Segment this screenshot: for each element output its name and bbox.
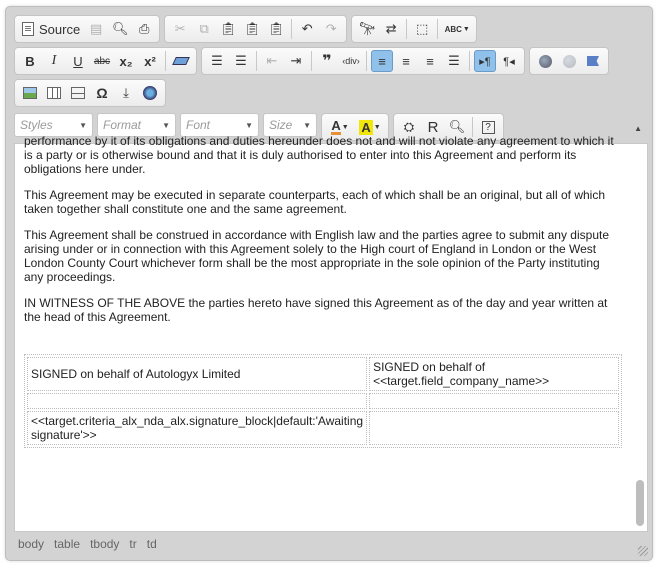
save-button[interactable] xyxy=(85,18,107,40)
redo-button[interactable] xyxy=(320,18,342,40)
size-dropdown-label: Size xyxy=(269,118,293,132)
chevron-down-icon: ▼ xyxy=(162,120,170,130)
rich-text-editor xyxy=(5,6,653,561)
source-icon xyxy=(22,22,34,36)
element-path-bar xyxy=(18,537,157,551)
paste-text-button[interactable] xyxy=(241,18,263,40)
preview-template-icon: 🔍︎ xyxy=(448,119,466,134)
select-all-icon: ⬚ xyxy=(416,21,429,36)
toolbar-row-3 xyxy=(14,79,170,107)
align-center-button[interactable] xyxy=(395,50,417,72)
paste-button[interactable] xyxy=(217,18,239,40)
separator xyxy=(165,51,166,71)
blockquote-icon: ❞ xyxy=(322,53,332,70)
path-item-body[interactable]: body xyxy=(18,537,45,551)
font-dropdown-label: Font xyxy=(186,118,211,132)
table-cell[interactable] xyxy=(369,411,619,445)
page-break-button[interactable] xyxy=(115,82,137,104)
paste-text-icon: 📋︎ xyxy=(243,21,261,36)
italic-icon: I xyxy=(51,53,57,68)
paste-icon: 📋︎ xyxy=(219,21,237,36)
editor-content-area[interactable] xyxy=(14,134,648,532)
table-cell[interactable] xyxy=(27,393,367,409)
strike-icon: abc xyxy=(93,55,111,67)
table-row xyxy=(27,411,619,445)
preview-button[interactable] xyxy=(109,18,131,40)
table-cell[interactable] xyxy=(369,393,619,409)
separator xyxy=(437,19,438,39)
editing-group xyxy=(351,15,477,43)
print-icon: ⎙ xyxy=(139,21,150,36)
align-left-button[interactable] xyxy=(371,50,393,72)
undo-button[interactable] xyxy=(296,18,318,40)
bg-color-icon: A xyxy=(361,119,371,135)
justify-icon: ☰ xyxy=(448,53,460,68)
bold-icon: B xyxy=(25,53,35,69)
vertical-scrollbar[interactable] xyxy=(635,144,645,531)
subscript-icon: x₂ xyxy=(119,53,133,69)
chevron-down-icon: ▼ xyxy=(79,120,87,130)
document-body xyxy=(24,134,622,448)
spellcheck-button[interactable] xyxy=(442,18,472,40)
bold-button[interactable] xyxy=(19,50,41,72)
table-button[interactable] xyxy=(43,82,65,104)
link-button[interactable] xyxy=(534,50,556,72)
remove-format-icon xyxy=(172,57,190,65)
styles-dropdown-label: Styles xyxy=(20,118,53,132)
copy-icon: ⧉ xyxy=(199,21,209,36)
separator xyxy=(366,51,367,71)
cut-icon: ✂ xyxy=(174,21,186,36)
toolbar-row-2 xyxy=(14,47,613,75)
outdent-button[interactable] xyxy=(261,50,283,72)
chevron-down-icon: ▼ xyxy=(462,25,470,33)
table-icon xyxy=(47,87,61,99)
align-center-icon: ≡ xyxy=(402,53,410,69)
copy-button[interactable] xyxy=(193,18,215,40)
numbered-list-button[interactable] xyxy=(206,50,228,72)
separator xyxy=(311,51,312,71)
chevron-down-icon: ▼ xyxy=(341,123,349,131)
outdent-icon: ⇤ xyxy=(266,53,278,68)
path-item-table[interactable]: table xyxy=(54,537,81,551)
scroll-up-icon[interactable]: ▲ xyxy=(634,124,642,133)
rtl-button[interactable] xyxy=(498,50,520,72)
preview-icon: 🔍︎ xyxy=(111,21,129,36)
separator xyxy=(291,19,292,39)
align-right-icon: ≡ xyxy=(426,53,434,69)
separator xyxy=(406,19,407,39)
clipboard-group xyxy=(164,15,347,43)
iframe-button[interactable] xyxy=(139,82,161,104)
table-row xyxy=(27,357,619,391)
format-dropdown-label: Format xyxy=(103,118,142,132)
image-icon xyxy=(23,87,37,99)
signature-table xyxy=(24,354,622,448)
paragraph: This Agreement shall be construed in accordance with English law and the parties agree to submit any dispute arising under or in connection with this Agreement solely to the High court of England in London or the West London County Court whichever form shall be the most appropriate in the sole opinion of the Party instituting any proceedings. xyxy=(24,228,609,284)
redo-icon: ↷ xyxy=(325,21,337,36)
scrollbar-thumb[interactable] xyxy=(636,480,644,526)
numbered-list-icon: ☰ xyxy=(211,53,223,68)
iframe-icon xyxy=(143,86,157,100)
chevron-down-icon: ▼ xyxy=(373,123,381,131)
anchor-icon xyxy=(587,56,599,66)
unlink-button[interactable] xyxy=(558,50,580,72)
document-group xyxy=(14,15,160,43)
horizontal-rule-icon xyxy=(71,87,85,99)
find-icon: 🔭︎ xyxy=(358,21,376,36)
image-button[interactable] xyxy=(19,82,41,104)
text-color-icon: A xyxy=(331,117,341,133)
ltr-icon: ▸¶ xyxy=(479,55,491,68)
separator xyxy=(256,51,257,71)
spellcheck-icon: ABC xyxy=(444,24,462,34)
justify-button[interactable] xyxy=(443,50,465,72)
undo-icon: ↶ xyxy=(301,21,313,36)
page-break-icon: ⤓ xyxy=(123,85,129,100)
horizontal-rule-button[interactable] xyxy=(67,82,89,104)
div-button[interactable] xyxy=(340,50,362,72)
cut-button[interactable] xyxy=(169,18,191,40)
table-cell[interactable]: SIGNED on behalf of <<target.field_company_name>> xyxy=(369,357,619,391)
paragraph: IN WITNESS OF THE ABOVE the parties hereto have signed this Agreement as of the day and year written at the head of this Agreement. xyxy=(24,296,608,324)
bulleted-list-icon: ☰ xyxy=(235,53,247,68)
replace-icon: ⇄ xyxy=(385,21,397,36)
italic-button[interactable] xyxy=(43,50,65,72)
superscript-icon: x² xyxy=(144,53,156,69)
show-blocks-icon: R xyxy=(427,118,439,136)
blockquote-button[interactable] xyxy=(316,50,338,72)
subscript-button[interactable] xyxy=(115,50,137,72)
bulleted-list-button[interactable] xyxy=(230,50,252,72)
chevron-down-icon: ▼ xyxy=(245,120,253,130)
links-group xyxy=(529,47,609,75)
align-left-icon: ≡ xyxy=(378,53,386,69)
remove-format-button[interactable] xyxy=(170,50,192,72)
ltr-button[interactable] xyxy=(474,50,496,72)
find-button[interactable] xyxy=(356,18,378,40)
toolbar-row-1 xyxy=(14,15,481,43)
path-item-tr[interactable]: tr xyxy=(129,537,137,551)
basic-styles-group xyxy=(14,47,197,75)
special-char-button[interactable] xyxy=(91,82,113,104)
underline-button[interactable] xyxy=(67,50,89,72)
paragraph: This Agreement may be executed in separate counterparts, each of which shall be an original, but all of which taken together shall constitute one and the same agreement. xyxy=(24,188,605,216)
rtl-icon: ¶◂ xyxy=(503,55,515,68)
underline-icon: U xyxy=(73,53,83,69)
select-all-button[interactable] xyxy=(411,18,433,40)
separator xyxy=(469,51,470,71)
superscript-button[interactable] xyxy=(139,50,161,72)
link-icon xyxy=(539,55,552,68)
paste-word-button[interactable] xyxy=(265,18,287,40)
replace-button[interactable] xyxy=(380,18,402,40)
resize-handle[interactable] xyxy=(638,546,648,556)
align-right-button[interactable] xyxy=(419,50,441,72)
print-button[interactable] xyxy=(133,18,155,40)
special-char-icon: Ω xyxy=(96,85,108,101)
source-label: Source xyxy=(39,21,81,37)
table-row xyxy=(27,393,619,409)
chevron-down-icon: ▼ xyxy=(303,120,311,130)
editor-toolbar xyxy=(14,15,646,147)
path-item-tbody[interactable]: tbody xyxy=(90,537,120,551)
paragraph: performance by it of its obligations and duties hereunder does not and will not violate any agreement to which it is a party or is otherwise bound and that it is duly authorised to enter into this Agreement and perform its obligations here under. xyxy=(24,134,614,176)
paragraph-group xyxy=(201,47,525,75)
insert-group xyxy=(14,79,166,107)
source-button[interactable] xyxy=(18,18,84,40)
maximize-icon: ⛭ xyxy=(403,119,415,134)
anchor-button[interactable] xyxy=(582,50,604,72)
save-icon: ▤ xyxy=(90,21,103,36)
path-item-td[interactable]: td xyxy=(146,537,157,551)
indent-button[interactable] xyxy=(285,50,307,72)
strike-button[interactable] xyxy=(91,50,113,72)
unlink-icon xyxy=(563,55,576,68)
indent-icon: ⇥ xyxy=(290,53,302,68)
table-cell[interactable]: <<target.criteria_alx_nda_alx.signature_block|default:'Awaiting signature'>> xyxy=(27,411,367,445)
about-icon: ? xyxy=(482,121,495,134)
table-cell[interactable]: SIGNED on behalf of Autologyx Limited xyxy=(27,357,367,391)
paste-word-icon: 📋︎ xyxy=(267,21,285,36)
div-icon: ‹div› xyxy=(342,56,360,66)
